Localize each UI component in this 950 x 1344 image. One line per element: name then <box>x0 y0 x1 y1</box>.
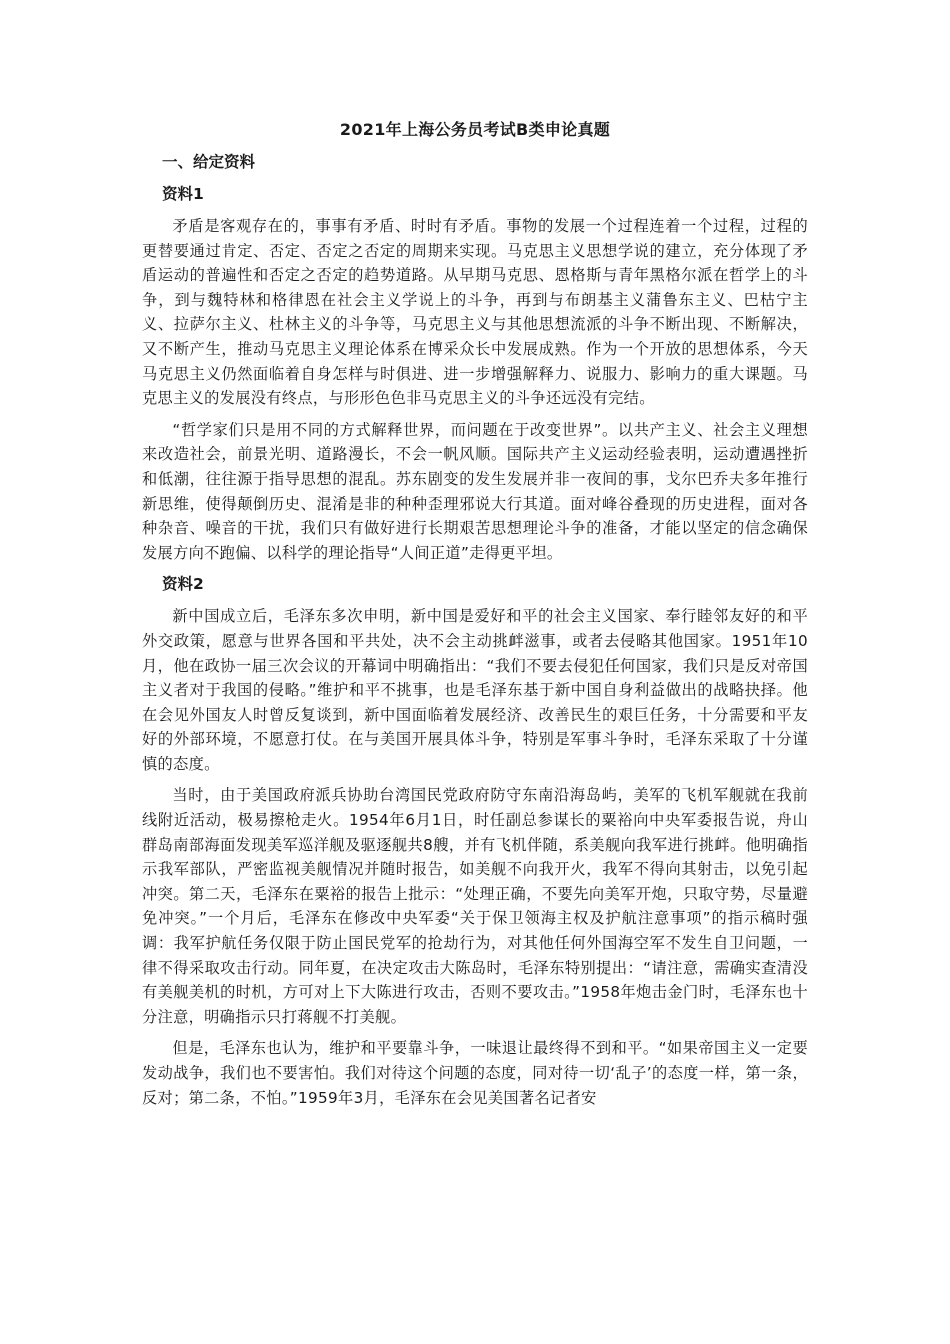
paragraph: “哲学家们只是用不同的方式解释世界，而问题在于改变世界”。以共产主义、社会主义理想来改造社会，前景光明、道路漫长，不会一帆风顺。国际共产主义运动经验表明，运动遭遇挫折和低潮，往往源于指导思想的混乱。苏东剧变的发生发展并非一夜间的事，戈尔巴乔夫多年推行新思维，使得颠倒历史、混淆是非的种种歪理邪说大行其道。面对峰谷叠现的历史进程，面对各种杂音、噪音的干扰，我们只有做好进行长期艰苦思想理论斗争的准备，才能以坚定的信念确保发展方向不跑偏、以科学的理论指导“人间正道”走得更平坦。 <box>142 420 808 562</box>
paragraph: 当时，由于美国政府派兵协助台湾国民党政府防守东南沿海岛屿，美军的飞机军舰就在我前线附近活动，极易擦枪走火。1954年6月1日，时任副总参谋长的粟裕向中央军委报告说，舟山群岛南部海面发现美军巡洋舰及驱逐舰共8艘，并有飞机伴随，系美舰向我军进行挑衅。他明确指示我军部队，严密监视美舰情况并随时报告，如美舰不向我开火，我军不得向其射击，以免引起冲突。第二天，毛泽东在粟裕的报告上批示：“处理正确，不要先向美军开炮，只取守势，尽量避免冲突。”一个月后，毛泽东在修改中央军委“关于保卫领海主权及护航注意事项”的指示稿时强调：我军护航任务仅限于防止国民党军的抢劫行为，对其他任何外国海空军不发生自卫问题，一律不得采取攻击行动。同年夏，在决定攻击大陈岛时，毛泽东特别提出：“请注意，需确实查清没有美舰美机的时机，方可对上下大陈进行攻击，否则不要攻击。”1958年炮击金门时，毛泽东也十分注意，明确指示只打蒋舰不打美舰。 <box>142 786 808 1026</box>
material-heading: 资料2 <box>162 575 204 594</box>
paragraph: 矛盾是客观存在的，事事有矛盾、时时有矛盾。事物的发展一个过程连着一个过程，过程的更替要通过肯定、否定、否定之否定的周期来实现。马克思主义思想学说的建立，充分体现了矛盾运动的普遍性和否定之否定的趋势道路。从早期马克思、恩格斯与青年黑格尔派在哲学上的斗争，到与魏特林和格律恩在社会主义学说上的斗争，再到与布朗基主义蒲鲁东主义、巴枯宁主义、拉萨尔主义、杜林主义的斗争等，马克思主义与其他思想流派的斗争不断出现、不断解决，又不断产生，推动马克思主义理论体系在博采众长中发展成熟。作为一个开放的思想体系，今天马克思主义仍然面临着自身怎样与时俱进、进一步增强解释力、说服力、影响力的重大课题。马克思主义的发展没有终点，与形形色色非马克思主义的斗争还远没有完结。 <box>142 217 808 408</box>
document-title: 2021年上海公务员考试B类申论真题 <box>339 120 611 139</box>
material-1 <box>142 182 808 565</box>
document-page <box>142 118 808 1117</box>
paragraph: 新中国成立后，毛泽东多次申明，新中国是爱好和平的社会主义国家、奉行睦邻友好的和平外交政策，愿意与世界各国和平共处，决不会主动挑衅滋事，或者去侵略其他国家。1951年10月，他在政协一届三次会议的开幕词中明确指出：“我们不要去侵犯任何国家，我们只是反对帝国主义者对于我国的侵略。”维护和平不挑事，也是毛泽东基于新中国自身利益做出的战略抉择。他在会见外国友人时曾反复谈到，新中国面临着发展经济、改善民生的艰巨任务，十分需要和平友好的外部环境，不愿意打仗。在与美国开展具体斗争，特别是军事斗争时，毛泽东采取了十分谨慎的态度。 <box>142 607 808 773</box>
section-heading: 一、给定资料 <box>162 153 256 171</box>
paragraph: 但是，毛泽东也认为，维护和平要靠斗争，一味退让最终得不到和平。“如果帝国主义一定要发动战争，我们也不要害怕。我们对待这个问题的态度，同对待一切‘乱子’的态度一样，第一条，反对；第二条，不怕。”1959年3月，毛泽东在会见美国著名记者安 <box>142 1039 808 1107</box>
material-heading: 资料1 <box>162 185 204 203</box>
material-2 <box>142 572 808 1110</box>
